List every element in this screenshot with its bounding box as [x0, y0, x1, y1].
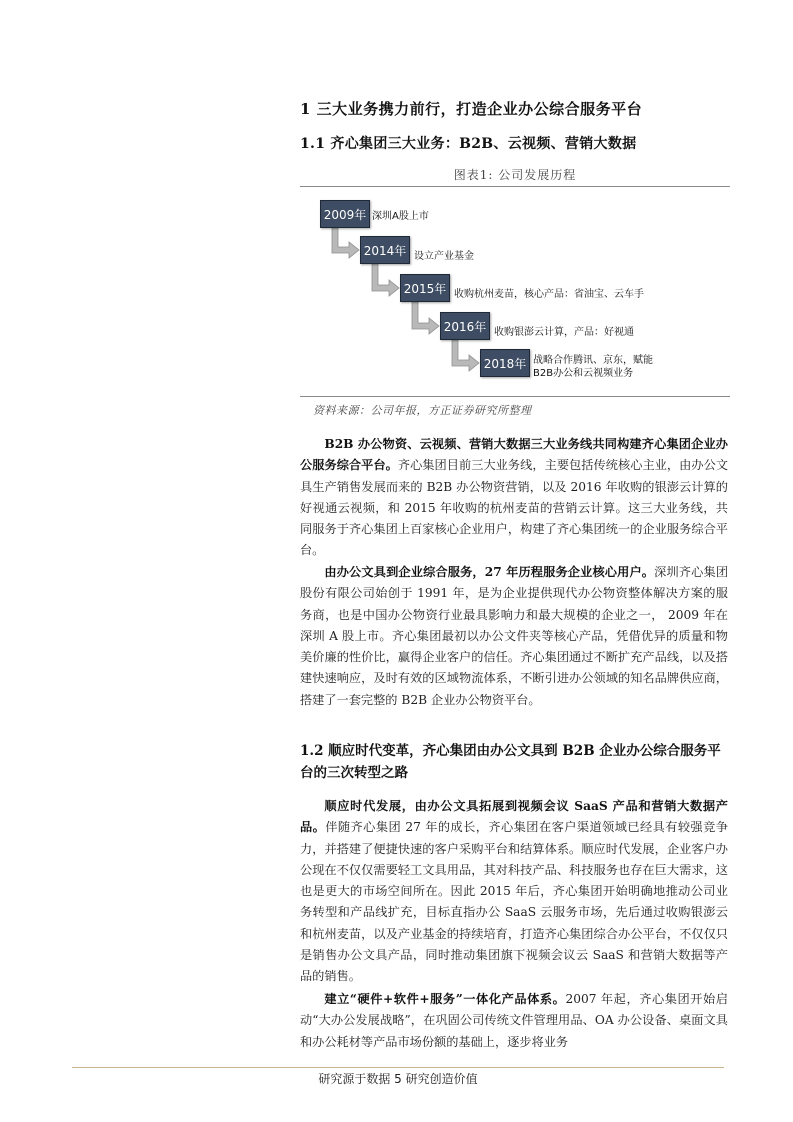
timeline-connector-arrow [452, 340, 479, 371]
timeline-connector-arrow [412, 302, 439, 334]
timeline-connector-arrow [372, 264, 399, 296]
section-heading-1: 1 三大业务携力前行，打造企业办公综合服务平台 [300, 100, 643, 118]
milestone-event-2018-line-2: B2B办公和云视频业务 [533, 368, 634, 379]
section-heading-1-2: 1.2 顺应时代变革，齐心集团由办公文具到 B2B 企业办公综合服务平台的三次转型之路 [300, 743, 721, 781]
paragraph-body: 伴随齐心集团 27 年的成长，齐心集团在客户渠道领域已经具有较强竞争力，并搭建了便捷快速的客户采购平台和结算体系。顺应时代发展，企业客户办公现在不仅仅需要轻工文具用品，其对科技产品、科技服务也存在巨大需求，这也是更大的市场空间所在。因此 2015 年后，齐心集团开始明确地推动公司业务转型和产品线扩充，目标直指办公 SaaS 云服务市场，先后通过收购银澎云和杭州麦苗，以及产业基金的持续培育，打造齐心集团综合办公平台，不仅仅只是销售办公文具产品，同时推动集团旗下视频会议云 SaaS 和营销大数据等产品的销售。 [300, 820, 729, 984]
milestone-event-2018-line-1: 战略合作腾讯、京东，赋能 [533, 355, 653, 366]
figure-top-rule [300, 186, 730, 187]
milestone-year-2009: 2009年 [320, 200, 370, 228]
milestone-year-2015: 2015年 [400, 274, 450, 302]
paragraph-three-business-lines [300, 434, 728, 562]
milestone-event-2014: 设立产业基金 [414, 251, 474, 262]
paragraph-body: 2007 年起，齐心集团开始启动“大办公发展战略”，在巩固公司传统文件管理用品、OA 办公设备、桌面文具和办公耗材等产品市场份额的基础上，逐步将业务 [300, 992, 728, 1049]
timeline-connector-arrow [332, 228, 359, 258]
milestone-year-2018: 2018年 [480, 349, 530, 377]
milestone-event-2016: 收购银澎云计算，产品：好视通 [494, 327, 634, 338]
paragraph-lead-bold: 建立“硬件+软件+服务”一体化产品体系。 [324, 992, 566, 1006]
milestone-event-2015: 收购杭州麦苗，核心产品：省油宝、云车手 [454, 289, 644, 300]
milestone-event-2018 [533, 354, 653, 380]
paragraph-product-system [300, 989, 728, 1053]
paragraph-body: 齐心集团目前三大业务线，主要包括传统核心主业，由办公文具生产销售发展而来的 B2B 办公物资营销，以及 2016 年收购的银澎云计算的好视通云视频，和 2015 年收购的杭州麦苗的营销云计算。这三大业务线，共同服务于齐心集团上百家核心企业用户，构建了齐心集团统一的企业服务综合平台。 [300, 458, 729, 558]
timeline-figure [300, 188, 730, 394]
figure-title: 图表1: 公司发展历程 [453, 168, 577, 182]
paragraph-saas-expansion [300, 796, 728, 988]
milestone-year-2016: 2016年 [440, 312, 490, 340]
footer-rule [72, 1067, 724, 1068]
paragraph-lead-bold: 顺应时代发展，由办公文具拓展到视频会议 SaaS 产品和营销大数据产品。 [300, 799, 728, 835]
section-heading-1-1: 1.1 齐心集团三大业务：B2B、云视频、营销大数据 [300, 136, 637, 152]
milestone-event-2009: 深圳A股上市 [372, 211, 429, 222]
paragraph-lead-bold: B2B 办公物资、云视频、营销大数据三大业务线共同构建齐心集团企业办公服务综合平台。 [300, 437, 728, 473]
page-footer: 研究源于数据 5 研究创造价值 [318, 1072, 478, 1086]
figure-source: 资料来源：公司年报，方正证券研究所整理 [313, 404, 532, 417]
paragraph-company-history [300, 562, 728, 711]
paragraph-lead-bold: 由办公文具到企业综合服务，27 年历程服务企业核心用户。 [324, 565, 655, 579]
paragraph-body: 深圳齐心集团股份有限公司始创于 1991 年，是为企业提供现代办公物资整体解决方案的服务商，也是中国办公物资行业最具影响力和最大规模的企业之一， 2009 年在深圳 A 股上市。齐心集团最初以办公文件夹等核心产品，凭借优异的质量和物美价廉的性价比，赢得企业客户的信任。齐心集团通过不断扩充产品线，以及搭建快速响应，及时有效的区域物流体系，不断引进办公领域的知名品牌供应商，搭建了一套完整的 B2B 企业办公物资平台。 [300, 565, 729, 707]
figure-bottom-rule [300, 396, 730, 397]
milestone-year-2014: 2014年 [360, 236, 410, 264]
